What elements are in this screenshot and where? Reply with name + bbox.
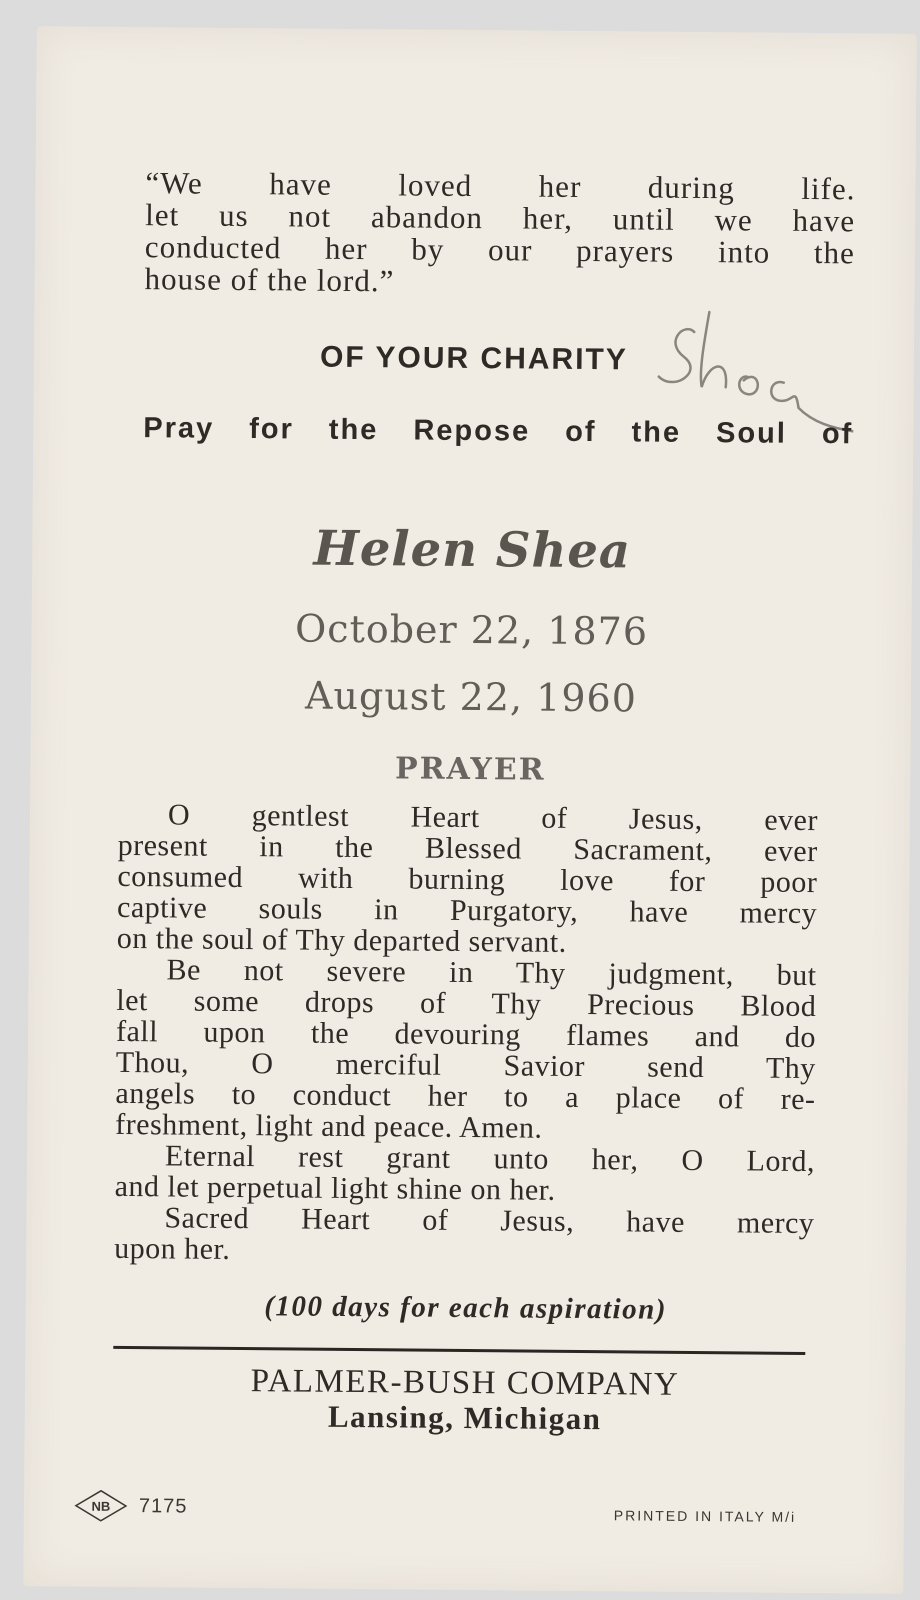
publisher-city: Lansing, Michigan — [327, 1398, 602, 1437]
prayer-line: Sacred Heart of Jesus, have mercy — [164, 1201, 815, 1241]
prayer-text — [114, 799, 818, 1270]
birth-date: October 22, 1876 — [294, 606, 649, 654]
prayer-line: Thou, O merciful Savior send Thy — [115, 1045, 816, 1086]
prayer-line: angels to conduct her to a place of re- — [115, 1076, 816, 1117]
prayer-line: Be not severe in Thy judgment, but — [166, 953, 817, 993]
prayer-line: upon her. — [114, 1231, 231, 1266]
death-date: August 22, 1960 — [304, 673, 638, 721]
divider-rule — [113, 1346, 805, 1355]
opening-quote — [144, 167, 855, 301]
nb-logo-icon — [74, 1489, 128, 1523]
prayer-line: fall upon the devouring flames and do — [115, 1014, 817, 1055]
quote-line: house of the lord.” — [144, 261, 395, 299]
quote-line: let us not abandon her, until we have — [145, 197, 856, 239]
publisher-company: PALMER-BUSH COMPANY — [250, 1363, 680, 1403]
repose-line: Pray for the Repose of the Soul of — [143, 412, 854, 451]
memorial-card — [23, 26, 917, 1594]
aspiration-note: (100 days for each aspiration) — [264, 1290, 668, 1326]
prayer-line: captive souls in Purgatory, have mercy — [116, 890, 818, 931]
quote-line: conducted her by our prayers into the — [144, 229, 856, 271]
quote-line: “We have loved her during life. — [145, 165, 856, 207]
logo-text: NB — [91, 1498, 111, 1514]
prayer-line: present in the Blessed Sacrament, ever — [117, 828, 818, 869]
prayer-line: Eternal rest grant unto her, O Lord, — [164, 1139, 816, 1179]
prayer-line: and let perpetual light shine on her. — [114, 1169, 556, 1207]
prayer-line: on the soul of Thy departed servant. — [116, 921, 567, 959]
prayer-line: freshment, light and peace. Amen. — [115, 1107, 543, 1145]
prayer-line: O gentlest Heart of Jesus, ever — [167, 798, 819, 838]
printed-in-label: PRINTED IN ITALY M/i — [613, 1507, 797, 1525]
prayer-line: let some drops of Thy Precious Blood — [116, 983, 817, 1024]
prayer-title: PRAYER — [394, 751, 546, 788]
catalog-number: 7175 — [138, 1495, 188, 1518]
charity-heading: OF YOUR CHARITY — [319, 340, 628, 377]
prayer-line: consumed with burning love for poor — [117, 859, 818, 900]
deceased-name: Helen Shea — [313, 520, 632, 580]
